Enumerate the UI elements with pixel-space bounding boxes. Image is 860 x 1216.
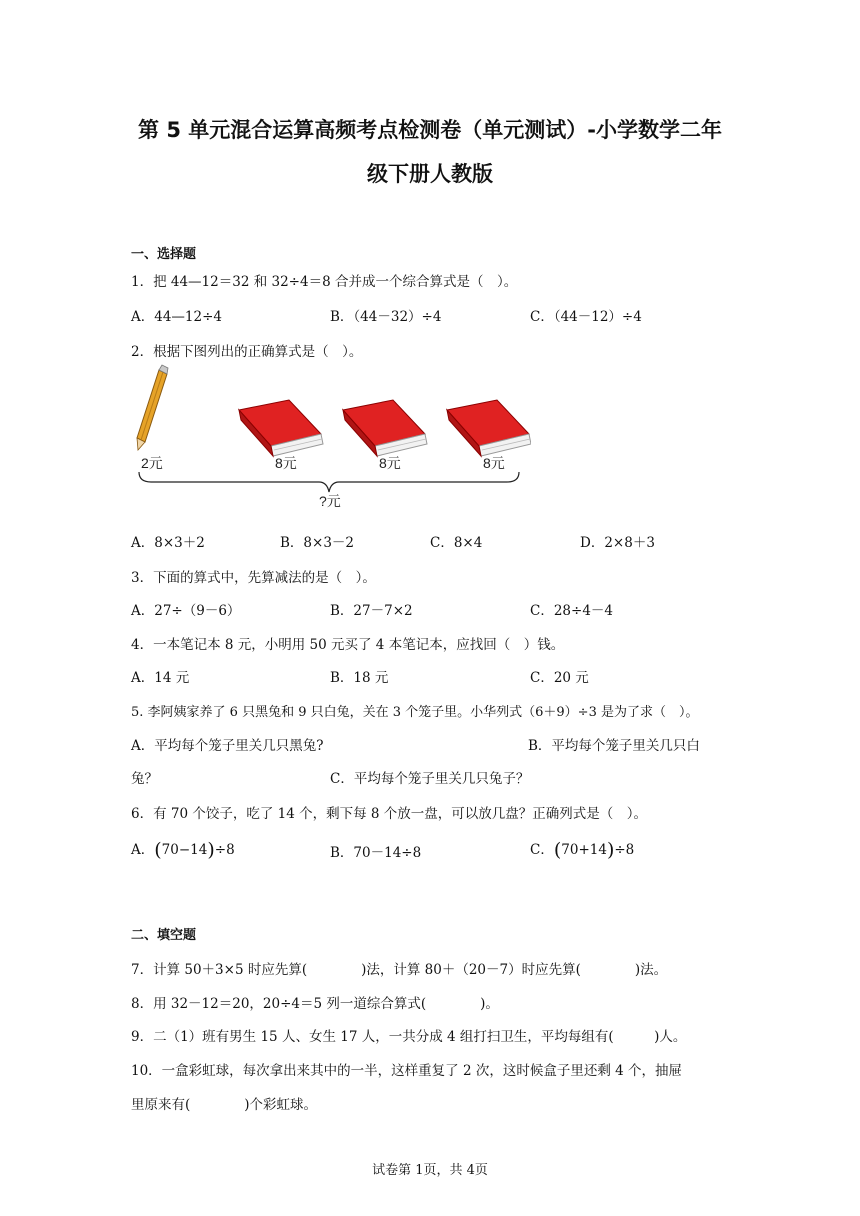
question-2-option-b: B．8×3－2 (280, 535, 354, 551)
question-6-option-c: C．(70+14)÷8 (530, 839, 635, 861)
question-3-option-c: C．28÷4－4 (530, 603, 613, 619)
question-10-line-1: 10．一盒彩虹球，每次拿出来其中的一半，这样重复了 2 次，这时候盒子里还剩 4 个，抽屉 (131, 1063, 683, 1079)
question-6-option-b: B．70－14÷8 (330, 845, 422, 861)
question-2-option-d: D．2×8＋3 (580, 535, 655, 551)
question-6-option-a: A．(70−14)÷8 (131, 839, 235, 861)
question-3-option-a: A．27÷（9－6） (131, 603, 241, 619)
question-4-stem: 4．一本笔记本 8 元，小明用 50 元买了 4 本笔记本，应找回（ ）钱。 (131, 637, 565, 653)
total-brace (139, 472, 519, 492)
section-heading-choice: 一、选择题 (131, 247, 197, 262)
question-4-option-b: B．18 元 (330, 670, 389, 686)
section-heading-fill-in: 二、填空题 (131, 928, 197, 943)
option-tail: ÷8 (214, 842, 235, 858)
book-icon (447, 400, 531, 456)
book-price-label: 8元 (275, 455, 297, 471)
question-2-figure (131, 362, 531, 516)
option-tail: ÷8 (614, 842, 635, 858)
question-5-option-c: C．平均每个笼子里关几只兔子？ (330, 771, 530, 787)
book-price-label: 8元 (379, 455, 401, 471)
question-5-option-a: A．平均每个笼子里关几只黑兔? (131, 738, 324, 754)
book-icon (343, 400, 427, 456)
question-5-option-b-continued: 兔？ (131, 771, 158, 787)
pencil-price-label: 2元 (141, 455, 163, 471)
question-3-option-b: B．27－7×2 (330, 603, 413, 619)
total-price-label: ?元 (319, 493, 341, 509)
option-expression: 70+14 (561, 842, 607, 858)
book-icon (239, 400, 323, 456)
question-2-option-c: C．8×4 (430, 535, 483, 551)
question-1-option-c: C．（44－12）÷4 (530, 309, 642, 325)
question-1-option-b: B．（44－32）÷4 (330, 309, 442, 325)
question-1-stem: 1．把 44—12＝32 和 32÷4＝8 合并成一个综合算式是（ ）。 (131, 274, 518, 290)
question-7: 7．计算 50＋3×5 时应先算( )法，计算 80＋（20－7）时应先算( )法。 (131, 962, 668, 978)
question-9: 9．二（1）班有男生 15 人、女生 17 人，一共分成 4 组打扫卫生，平均每组有( )人。 (131, 1029, 687, 1045)
question-8: 8．用 32－12＝20，20÷4＝5 列一道综合算式( )。 (131, 996, 499, 1012)
question-5-stem: 5. 李阿姨家养了 6 只黑兔和 9 只白兔，关在 3 个笼子里。小华列式（6＋9）÷3 是为了求（ ）。 (131, 705, 699, 720)
book-price-label: 8元 (483, 455, 505, 471)
question-4-option-a: A．14 元 (131, 670, 190, 686)
document-title-line-2: 级下册人教版 (367, 162, 493, 186)
option-label: C． (530, 842, 554, 858)
question-10-line-2: 里原来有( )个彩虹球。 (131, 1097, 318, 1113)
question-2-stem: 2．根据下图列出的正确算式是（ ）。 (131, 344, 363, 360)
question-3-stem: 3．下面的算式中，先算减法的是（ ）。 (131, 570, 376, 586)
question-1-option-a: A．44—12÷4 (131, 309, 223, 325)
option-label: A． (131, 842, 155, 858)
question-5-option-b: B．平均每个笼子里关几只白 (528, 738, 700, 754)
pencil-icon (137, 365, 168, 450)
option-expression: 70−14 (161, 842, 208, 858)
question-2-option-a: A．8×3＋2 (131, 535, 205, 551)
document-title-line-1: 第 5 单元混合运算高频考点检测卷（单元测试）-小学数学二年 (138, 118, 722, 142)
page-footer: 试卷第 1页，共 4页 (372, 1163, 488, 1178)
question-6-stem: 6．有 70 个饺子，吃了 14 个，剩下每 8 个放一盘，可以放几盘？正确列式是（ ）。 (131, 806, 648, 822)
question-4-option-c: C．20 元 (530, 670, 589, 686)
